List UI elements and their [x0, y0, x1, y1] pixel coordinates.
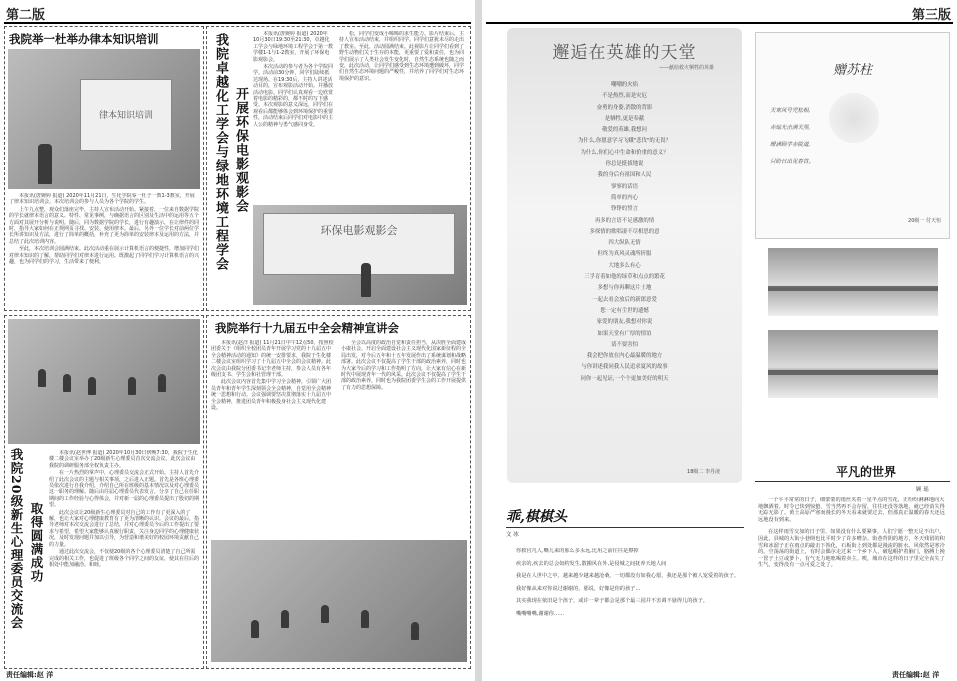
poem-line: 是牺牲,更是奉献 [604, 115, 645, 122]
attendee-figure [251, 620, 259, 638]
page-footer-editor: 责任编辑:赵 洋 [6, 671, 54, 679]
treeline [768, 370, 938, 375]
landscape-photo-bottom [768, 330, 938, 398]
article-vertical-title: 我院20级新生心理委员交流会 [9, 448, 24, 630]
attendee-figure [63, 374, 71, 392]
article-training-box [4, 26, 204, 311]
body-paragraph: 本次活动的参与者为各个学院同学。活动前30分钟，同学们陆续抵达现场。在19:30后，主持人讲述活动目的，宣布观影活动开始。并播放活动电影。同学们认真观看一边欣赏着电影的精彩的，都不时的写下感受。本次观影的意义深远，同学们在观看后都能够体会到环境保护的重要性，活动结束后同学们对电影中的主人公的精神与勇气感同身受。 [253, 64, 333, 128]
attendee-figure [128, 377, 136, 395]
attendee-figure [321, 605, 329, 623]
article-film-box [206, 26, 471, 311]
attendee-figure [158, 374, 166, 392]
article-body [211, 340, 335, 536]
header-rule [4, 22, 471, 24]
article-body [49, 450, 199, 665]
gift-poem-line: 天寒风号咒松相, [770, 108, 811, 114]
poem-line: 寥寥的话语 [611, 183, 638, 190]
essay-author: 顾 瑶 [916, 487, 929, 493]
dateline: 本报讯(唐婉婷 报道) 2020年10月30日19:30至21:30，卓越化工学会与绿地环境工程学会于第一教学楼1-1与1-2教室，开展了环保电影观影会。 [253, 31, 333, 63]
gift-poem-signature: 20级一 付天恒 [908, 218, 941, 224]
body-paragraph: 其实我现在依旧是个孩子，或许一辈子都会是那个最三园并不害调不悬得儿的孩子。 [516, 598, 708, 604]
header-rule [486, 22, 953, 24]
page-footer-editor: 责任编辑:赵 洋 [892, 671, 940, 679]
projector-screen [263, 213, 455, 275]
hero-poem-panel [507, 28, 742, 483]
page-two [0, 0, 475, 681]
essay-title: 乖,棋棋头 [506, 509, 567, 525]
blossom-decoration [829, 93, 879, 143]
body-paragraph: 嘴嘴嘴嘴,谢谢你…… [516, 610, 565, 617]
poem-line: 如果天堂有广厚的情谊 [597, 330, 652, 337]
body-paragraph: 你救官凡人,嘶儿来的那么多永远,比用之前往往是擦掉 [516, 548, 639, 554]
speaker-figure [38, 144, 52, 184]
page-gutter [475, 0, 482, 681]
body-paragraph: 疾亲的,疾去的总会如约发生,散搬风在外,是侵城之间抚养天地人间 [516, 560, 667, 567]
gift-poem-line: 只盼日出见春首。 [770, 159, 815, 165]
article-body-right [339, 31, 467, 201]
training-photo [8, 49, 200, 189]
article-vertical-subtitle: 开展环保电影观影会 [233, 87, 248, 213]
body-paragraph: 上午九点整，观众们落座完毕，主持人宣布活动开始。紧接着，一位来自数据学院的学长就律本语言的意义、特性、常见事例，与确据语言的区别及生活中的运用等五个方面对其展开分析与说明。随后，同为数据学院的学长，进行有趣演示，在让律件的同时，指导大家如何在正规网页寻找、安装、使用律本。最后，另外一位学长对前两位学长所讲知识及方法，进行了简单的概括，补充了更为简单的安装律本及运用的方法，并总结了此次培训内容。 [9, 206, 199, 245]
poem-line: 敬爱的英雄,我想问 [602, 127, 647, 134]
poem-line: 我会把你放在内心最温暖的地方 [586, 353, 663, 360]
projector-screen [80, 79, 172, 151]
poem-line: 您一定有尘世的遗憾 [600, 307, 649, 314]
gift-poem-line: 暖满顾学赤陵道, [770, 142, 811, 148]
article-vertical-subtitle: 取得圆满成功 [29, 502, 44, 583]
body-paragraph: 我是在人世中之中，越来越少越来越沧桑。一切都没有如我心愿，我还是那个被人宠爱着的孩子。 [516, 573, 740, 579]
landscape-photo-top [768, 248, 938, 316]
poem-line: 不是热烈,而是灾厄 [602, 93, 647, 100]
film-photo [253, 205, 467, 305]
poem-title: 邂逅在英雄的天堂 [552, 43, 697, 63]
dateline: 本报讯(赵世博 报道) 2020年10月30日傍晚7:30，我院于生化楼二楼会议室举办了20级新生心理委员首次交流会议。此次会议由我院的调研服务部全权负责主办。 [49, 450, 198, 469]
poem-line: 家爱的朋友,我想对你说 [596, 319, 653, 326]
essay-body [506, 548, 751, 673]
attendee-figure [38, 369, 46, 387]
gift-poem-lines [770, 103, 814, 171]
poem-subtitle: ——献给救火牺牲的英雄 [658, 65, 714, 71]
host-figure [361, 263, 371, 297]
poem-line: 同你一起见证,一个个更加美好的明天 [580, 375, 669, 382]
poem-line: 为什么,你愿意学习飞蛾"悲伐"的无畏？ [578, 138, 671, 145]
attendee-figure [281, 610, 289, 628]
gift-poem-line: 赤灿光击满天黑, [770, 125, 811, 131]
article-body-right [341, 340, 467, 536]
poem-lines [507, 80, 742, 385]
body-paragraph: 在一片热烈的掌声中，心理委员交流会正式开始。主持人首先介绍了此次会议的主题与相关事项，之后进入正题。首先是各班心理委员依次进行自我介绍，介绍自己所在班级的基本情况以及对心理委员这一职务的理解。随后由往届心理委员代表发言，分享了自己在任职期间的工作经验与心得体会，并对新一届的心理委员提出了殷切的期望。 [49, 470, 199, 509]
poem-line: 铮铮的誓言 [611, 206, 638, 213]
poem-line: 你总是挺拔地说 [605, 161, 644, 168]
attendee-figure [361, 610, 369, 628]
poem-line: 请不要害怕 [611, 341, 638, 348]
treeline [768, 286, 938, 291]
essay-rule [755, 481, 950, 482]
attendee-figure [88, 377, 96, 395]
page-label: 第二版 [6, 8, 46, 23]
page-label: 第三版 [911, 8, 951, 23]
poem-line: 为什么,你们心中生命和价重的意义？ [580, 149, 669, 156]
body-paragraph: 松，同学们变成小晞晞的求生能力。影片结束后，主持人宣布活动结束，并组织同学。同学们意犹未尽的走出了教室。至此，活动圆满结束。此视影片让同学们看到了野生动物们关于生存的本能，更重要了爱和责任，也为同学们展示了人类社会发生变化时，自然生态系统也随之而变，此次活动，让同学们感受到生态环境遭到破坏，同学们自然生态环境问题的严峻性，并培养了同学们对生态环境保护的意识。 [339, 31, 465, 82]
poem-line: 简单的内心 [611, 194, 638, 201]
body-paragraph: 在这样雨雪交加的日子里，如果没有什么要紧事，人们宁愿一整天足不出户。因此，县城的大街小巷倒也比平时少了许多嘈杂。街巷背阴的地方，冬天残留的积雪和冰溜子正在雨点的敲击下蚀化，石板街上到处都是漫流的脏水。风依然是寒冷的。空荡荡的街道上，有时会偶尔走过来一个乡下人，破毡帽护着脑门，胳膊上挽一筐子土豆或萝卜，有气无力地吆喝着卖主。唉，城市在这样的日子里完全丧失了生气，变得没有一点可爱之处了。 [758, 529, 945, 569]
article-psych-box [4, 315, 204, 669]
article-body [9, 193, 199, 308]
body-paragraph: 此次会议让20级新生心理委员对自己的工作有了更深入的了解，也让大家对心理健康教育有了更为清晰的认识。会议的最后，指导老师对本次交流会进行了总结，并对心理委员今后的工作提出了要求与希望，希望大家能够认真履行职责，关注身边同学的心理健康状况，及时发现问题并加以引导，为营造和谐美好的校园环境贡献自己的力量。 [49, 509, 199, 548]
body-paragraph: 通过此次交流会，不仅使20级的各个心理委员清楚了自己所需完成的相关工作，也促进了班级各个同学之间的友谊，使其在往后的相处中能加融洽、和睦。 [49, 549, 199, 568]
body-paragraph: 我好像从来对你说过谢谢的，那说，好像是你的孩子… [516, 585, 641, 592]
gift-poem-panel [755, 32, 950, 239]
article-body [253, 31, 333, 201]
essay-author: 文 冰 [506, 532, 519, 538]
article-plenum-box [206, 315, 471, 669]
body-paragraph: 全会以高度的政治自觉和责任担当，从决胜全面建成小康社会、开启全面建设社会主义现代化国家新征程的全局出发，对今后五年和十五年发展作出了系统谋划和战略部署。此次会议不仅提高了学生干部的政治素养，同时也为大家今后的学习和工作指明了方向，让大家有信心在新时代中展现青年一代的风采。此次会议不仅提高了学生干部的政治素养，同时也为我院团委学生会的工作开展提供了有力的思想保障。 [341, 340, 467, 391]
essay-rule [506, 527, 744, 528]
poem-line: 大地多么有心 [608, 262, 641, 269]
poem-line: 多探情的歌唱凄不尽相思的意 [589, 228, 660, 235]
poem-line: 三孚育着如他的绿草和点点的繁花 [584, 274, 665, 281]
poem-line: 我的身后有祖国和人民 [597, 172, 652, 179]
meeting-photo [8, 319, 200, 444]
poem-line: 奋勇的身姿,消散的背影 [596, 104, 653, 111]
body-paragraph: 此次会议内容首先集中学习全会精神，引领广大团员青年和青年学生深刻领会全会精神，自觉用全会精神统一思想和行动。会议强调要坚决贯彻落实十九届五中全会精神，推进团员青年积极投身社会主义现代化建设。 [211, 379, 332, 412]
body-paragraph: 一个平平常常的日子，细蒙蒙的雨丝夹着一星半点的雪花，正纷纷淋淋地向大地飘洒着。时令已快到惊蛰，雪当然再不会存留，往往还没等落地，就已经消失得无踪无影了。黄土高原严寒而漫长的冬天看来就要过去，但那真正温暖的春天还远远地没有到来。 [758, 497, 945, 523]
gift-poem-title: 赠苏柱 [832, 63, 872, 78]
body-paragraph: 至此，本次培训会圆满结束。此次活动重在展示计算机语言的便捷性，增加同学们对律本知识的了解，帮助同学们对律本进行运用。既激起了同学们学习计算机语言的兴趣，也为同学们的学习，生活带来了便利。 [9, 246, 199, 266]
screen-text: 律本知识培训 [98, 111, 153, 121]
article-title: 我院举行十九届五中全会精神宣讲会 [215, 321, 399, 335]
page-three [482, 0, 957, 681]
dateline: 本报讯(赵洋 报道) 11月21日中午12点50，按照校团委关于《组织全校团员青年开展学习党的十九届五中全会精神活动的通知》的统一安排要求，我院于生化楼二楼会议室组织学习了十九届五中全会的会议精神。此次会议由我院分团委书记李老师主持，参会人员有各年级团支书、学生会和社管理干部。 [211, 340, 334, 379]
poem-signature: 18级二 李丹凌 [687, 469, 720, 475]
article-title: 我院举一杜举办律本知识培训 [9, 32, 159, 46]
poem-line: 但终为真风灵魂所折服 [597, 251, 652, 258]
poem-line: 与你讲述我同我人民追求夏风的故事 [581, 364, 668, 371]
poem-line: 多想与你再聊这片土地 [597, 285, 652, 292]
screen-text: 环保电影观影会 [320, 224, 398, 237]
article-vertical-title: 我院卓越化工学会与绿地环境工程学会 [213, 33, 228, 271]
dateline: 本报讯(唐婉婷 报道) 2020年11月21日，生化学院零一杜子一教1-3教室，开展了律本知识培训会。本次培训会的参与人员为各个学院的学生。 [9, 193, 195, 206]
poem-line: 四大纵队无情 [608, 240, 641, 247]
essay-body [758, 497, 948, 662]
poem-line: 嘲嘲的火焰 [611, 82, 638, 88]
essay-title: 平凡的世界 [836, 465, 897, 479]
poem-line: 一起去看会放后的新郎意爱 [592, 296, 657, 303]
poem-line: 再多的言语不足感激的情 [594, 217, 655, 224]
plenum-photo [211, 540, 467, 662]
attendee-figure [411, 622, 419, 640]
